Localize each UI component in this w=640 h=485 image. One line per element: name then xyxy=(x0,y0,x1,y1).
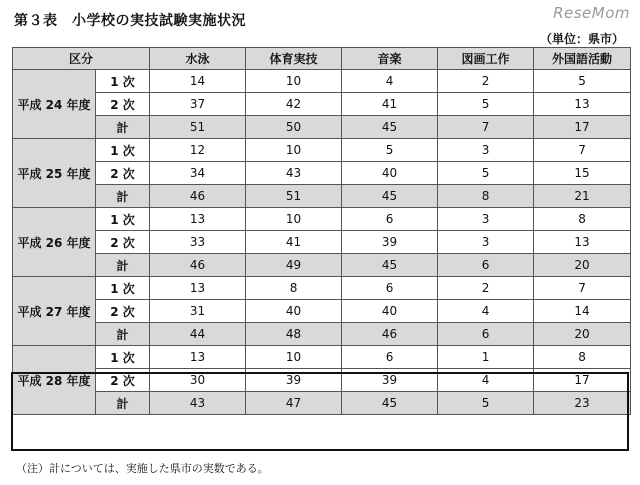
table-cell: 6 xyxy=(438,323,534,346)
table-cell: 42 xyxy=(246,93,342,116)
table-cell: 17 xyxy=(534,116,631,139)
table-cell: 45 xyxy=(342,116,438,139)
table-cell: 44 xyxy=(150,323,246,346)
table-cell: 8 xyxy=(534,208,631,231)
round-label: 計 xyxy=(96,185,150,208)
table-row xyxy=(13,185,631,208)
table-cell: 51 xyxy=(246,185,342,208)
table-cell: 17 xyxy=(534,369,631,392)
table-cell: 43 xyxy=(246,162,342,185)
header-swimming: 水泳 xyxy=(150,48,246,70)
header-music: 音楽 xyxy=(342,48,438,70)
table-cell: 45 xyxy=(342,254,438,277)
table-cell: 6 xyxy=(342,277,438,300)
table-cell: 4 xyxy=(342,70,438,93)
table-cell: 47 xyxy=(246,392,342,415)
table-cell: 3 xyxy=(438,208,534,231)
table-cell: 7 xyxy=(438,116,534,139)
table-cell: 37 xyxy=(150,93,246,116)
table-cell: 33 xyxy=(150,231,246,254)
table-cell: 46 xyxy=(342,323,438,346)
table-cell: 2 xyxy=(438,70,534,93)
table-row xyxy=(13,369,631,392)
table-cell: 30 xyxy=(150,369,246,392)
table-cell: 49 xyxy=(246,254,342,277)
table-cell: 43 xyxy=(150,392,246,415)
table-cell: 3 xyxy=(438,139,534,162)
table-row xyxy=(13,116,631,139)
table-cell: 6 xyxy=(342,208,438,231)
table-cell: 20 xyxy=(534,254,631,277)
round-label: 計 xyxy=(96,323,150,346)
table-cell: 15 xyxy=(534,162,631,185)
round-label: 2 次 xyxy=(96,93,150,116)
round-label: 計 xyxy=(96,254,150,277)
table-cell: 1 xyxy=(438,346,534,369)
round-label: 1 次 xyxy=(96,70,150,93)
table-row xyxy=(13,392,631,415)
table-cell: 23 xyxy=(534,392,631,415)
table-cell: 10 xyxy=(246,70,342,93)
footnote: （注）計については、実施した県市の実数である。 xyxy=(16,462,269,475)
table-cell: 20 xyxy=(534,323,631,346)
year-label: 平成 28 年度 xyxy=(13,346,96,415)
round-label: 2 次 xyxy=(96,369,150,392)
year-label: 平成 25 年度 xyxy=(13,139,96,208)
table-row xyxy=(13,70,631,93)
table-cell: 34 xyxy=(150,162,246,185)
round-label: 計 xyxy=(96,116,150,139)
header-pe: 体育実技 xyxy=(246,48,342,70)
table-cell: 50 xyxy=(246,116,342,139)
table-row xyxy=(13,208,631,231)
table-cell: 7 xyxy=(534,139,631,162)
table-cell: 14 xyxy=(534,300,631,323)
header-foreign-language: 外国語活動 xyxy=(534,48,631,70)
year-label: 平成 26 年度 xyxy=(13,208,96,277)
table-row xyxy=(13,277,631,300)
table-cell: 46 xyxy=(150,254,246,277)
table-cell: 10 xyxy=(246,208,342,231)
table-cell: 5 xyxy=(438,93,534,116)
table-cell: 40 xyxy=(246,300,342,323)
table-cell: 4 xyxy=(438,300,534,323)
header-art: 図画工作 xyxy=(438,48,534,70)
table-cell: 8 xyxy=(246,277,342,300)
table-cell: 4 xyxy=(438,369,534,392)
year-label: 平成 24 年度 xyxy=(13,70,96,139)
table-cell: 39 xyxy=(342,369,438,392)
table-row xyxy=(13,162,631,185)
table-container xyxy=(12,47,630,415)
table-row xyxy=(13,346,631,369)
year-label: 平成 27 年度 xyxy=(13,277,96,346)
table-cell: 31 xyxy=(150,300,246,323)
table-cell: 46 xyxy=(150,185,246,208)
table-row xyxy=(13,300,631,323)
table-cell: 45 xyxy=(342,185,438,208)
table-cell: 39 xyxy=(246,369,342,392)
table-cell: 21 xyxy=(534,185,631,208)
table-cell: 8 xyxy=(534,346,631,369)
table-cell: 2 xyxy=(438,277,534,300)
table-cell: 13 xyxy=(150,346,246,369)
table-cell: 13 xyxy=(534,93,631,116)
table-cell: 41 xyxy=(246,231,342,254)
table-cell: 12 xyxy=(150,139,246,162)
table-cell: 41 xyxy=(342,93,438,116)
table-cell: 6 xyxy=(438,254,534,277)
round-label: 2 次 xyxy=(96,162,150,185)
round-label: 1 次 xyxy=(96,277,150,300)
exam-table xyxy=(12,47,631,415)
table-row xyxy=(13,231,631,254)
resemom-watermark: ReseMom xyxy=(553,4,630,22)
table-cell: 5 xyxy=(342,139,438,162)
round-label: 2 次 xyxy=(96,300,150,323)
table-cell: 39 xyxy=(342,231,438,254)
table-cell: 8 xyxy=(438,185,534,208)
table-cell: 6 xyxy=(342,346,438,369)
header-row xyxy=(13,48,631,70)
table-cell: 48 xyxy=(246,323,342,346)
table-cell: 51 xyxy=(150,116,246,139)
round-label: 1 次 xyxy=(96,208,150,231)
table-row xyxy=(13,254,631,277)
table-row xyxy=(13,323,631,346)
unit-label: （単位：県市） xyxy=(539,32,624,46)
table-cell: 5 xyxy=(534,70,631,93)
round-label: 2 次 xyxy=(96,231,150,254)
table-cell: 40 xyxy=(342,300,438,323)
header-category: 区分 xyxy=(13,48,150,70)
table-cell: 14 xyxy=(150,70,246,93)
round-label: 計 xyxy=(96,392,150,415)
round-label: 1 次 xyxy=(96,139,150,162)
table-cell: 40 xyxy=(342,162,438,185)
table-row xyxy=(13,139,631,162)
table-cell: 3 xyxy=(438,231,534,254)
table-cell: 13 xyxy=(150,208,246,231)
table-row xyxy=(13,93,631,116)
table-cell: 10 xyxy=(246,346,342,369)
round-label: 1 次 xyxy=(96,346,150,369)
table-cell: 45 xyxy=(342,392,438,415)
table-cell: 5 xyxy=(438,392,534,415)
table-cell: 10 xyxy=(246,139,342,162)
table-cell: 13 xyxy=(534,231,631,254)
table-cell: 5 xyxy=(438,162,534,185)
table-title: 第３表 小学校の実技試験実施状況 xyxy=(14,13,246,29)
table-cell: 13 xyxy=(150,277,246,300)
table-cell: 7 xyxy=(534,277,631,300)
